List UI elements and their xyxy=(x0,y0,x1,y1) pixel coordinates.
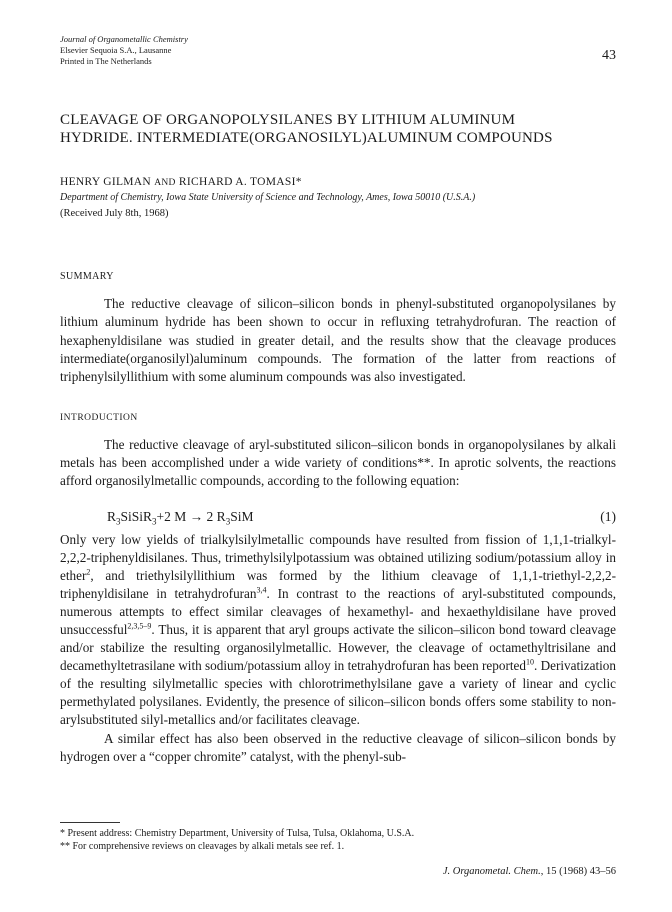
intro-p2-text-5: . Derivatization of the resulting silylmetallic species with chlorotrimethylsilane gave a variety of linear and cyclic permethylated polysilanes. Evidently, the presence of silicon–silicon bonds offers some stability to non-arylsubstituted silyl-metallics and/or facilitates cleavage. xyxy=(60,658,616,728)
eq-r: R xyxy=(107,509,117,524)
introduction-paragraph-2 xyxy=(60,531,616,766)
eq-sub-1: 3 xyxy=(116,516,121,527)
footnote-1: * Present address: Chemistry Department, University of Tulsa, Tulsa, Oklahoma, U.S.A. xyxy=(60,828,415,839)
equation-number: (1) xyxy=(600,509,616,524)
eq-arrow: → xyxy=(189,509,204,524)
footnote-2: ** For comprehensive reviews on cleavages by alkali metals see ref. 1. xyxy=(60,841,345,852)
eq-sub-2: 3 xyxy=(152,516,157,527)
equation-formula xyxy=(107,509,253,525)
citation-journal: J. Organometal. Chem. xyxy=(442,866,541,877)
author-conjunction: AND xyxy=(154,178,176,188)
citation-volume-pages: , 15 (1968) 43–56 xyxy=(540,866,616,877)
introduction-paragraph-1 xyxy=(60,436,616,490)
journal-name: Journal of Organometallic Chemistry xyxy=(60,34,188,44)
footnotes xyxy=(60,827,414,853)
received-date: (Received July 8th, 1968) xyxy=(60,208,169,219)
intro-p1-text-b: . In aprotic solvents, the reactions afford organosilylmetallic compounds, according to the following equation: xyxy=(60,455,616,488)
printed-in: Printed in The Netherlands xyxy=(60,56,152,66)
author-first: HENRY GILMAN xyxy=(60,176,152,188)
summary-text: The reductive cleavage of silicon–silicon bonds in phenyl-substituted organopolysilanes by lithium aluminum hydride has been shown to occur in refluxing tetrahydrofuran. The reaction of hexaphenyldisilane was studied in greater detail, and the results show that the cleavage produces intermediate(organosilyl)aluminum compounds. The formation of the latter from reactions of triphenylsilyllithium with some aluminum compounds was also investigated. xyxy=(60,296,616,385)
footnote-mark-double: ** xyxy=(417,455,431,470)
publisher: Elsevier Sequoia S.A., Lausanne xyxy=(60,45,172,55)
eq-sisir: SiSiR xyxy=(120,509,153,524)
author-second: RICHARD A. TOMASI* xyxy=(178,176,302,188)
reference-sup: 3,4 xyxy=(256,585,267,595)
affiliation: Department of Chemistry, Iowa State University of Science and Technology, Ames, Iowa 50010 (U.S.A.) xyxy=(60,192,476,203)
summary-heading: SUMMARY xyxy=(60,271,114,282)
intro-p1-text-a: The reductive cleavage of aryl-substituted silicon–silicon bonds in organopolysilanes by alkali metals has been accomplished under a wide variety of conditions xyxy=(60,437,616,470)
reference-sup: 10 xyxy=(525,657,534,667)
footnote-divider xyxy=(60,822,120,823)
intro-p2-text-1: Only very low yields of trialkylsilylmetallic compounds have resulted from fission of 1,1,1-trialkyl-2,2,2-triphenyldisilanes. Thus, trimethylsilylpotassium was obtained utilizing sodium/potassium alloy in ether xyxy=(60,532,616,584)
title-line-2: HYDRIDE. INTERMEDIATE(ORGANOSILYL)ALUMINUM COMPOUNDS xyxy=(60,130,553,146)
page-number: 43 xyxy=(602,48,616,63)
intro-p2-text-2: , and triethylsilyllithium was formed by the lithium cleavage of 1,1,1-triethyl-2,2,2-triphenyldisilane in tetrahydrofuran xyxy=(60,568,616,602)
title-line-1: CLEAVAGE OF ORGANOPOLYSILANES BY LITHIUM ALUMINUM xyxy=(60,112,516,128)
journal-header xyxy=(60,34,188,67)
intro-p2-text-3: . In contrast to the reactions of aryl-substituted compounds, numerous attempts to effect similar cleavages of hexamethyl- and hexaethyldisilane have proved unsuccessful xyxy=(60,586,616,638)
journal-citation xyxy=(443,866,616,877)
reference-sup: 2 xyxy=(86,567,91,577)
eq-reagent: +2 M xyxy=(156,509,187,524)
intro-p2-text-4: . Thus, it is apparent that aryl groups activate the silicon–silicon bond toward cleavage and/or stabilize the resulting organosilylmetallic. However, the cleavage of octamethyltrisilane and decamethyltetrasilane with sodium/potassium alloy in tetrahydrofuran has been reported xyxy=(60,622,616,674)
article-title xyxy=(60,111,630,147)
reference-sup: 2,3,5–9 xyxy=(127,621,152,631)
authors xyxy=(60,176,302,188)
eq-sub-3: 3 xyxy=(225,516,231,527)
eq-sim: SiM xyxy=(230,509,254,524)
introduction-paragraph-3: A similar effect has also been observed in the reductive cleavage of silicon–silicon bonds by hydrogen over a “copper chromite” catalyst, with the phenyl-sub- xyxy=(60,730,616,764)
eq-product: 2 R xyxy=(206,509,226,524)
introduction-heading: INTRODUCTION xyxy=(60,413,138,423)
